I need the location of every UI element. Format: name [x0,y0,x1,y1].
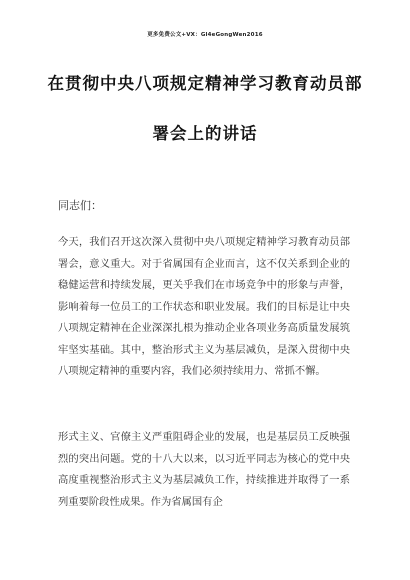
body-paragraph-2: 形式主义、官僚主义严重阻碍企业的发展，也是基层员工反映强烈的突出问题。党的十八大以来，以习近平同志为核心的党中央高度重视整治形式主义为基层减负工作，持续推进并取得了一系列重要阶段性成果。作为省属国有企 [58,431,350,508]
document-title-line-2: 署会上的讲话 [152,124,258,143]
body-paragraph-1: 今天，我们召开这次深入贯彻中央八项规定精神学习教育动员部署会，意义重大。对于省属国有企业而言，这不仅关系到企业的稳健运营和持续发展，更关乎我们在市场竞争中的形象与声誉，影响着每一位员工的工作状态和职业发展。我们的目标是让中央八项规定精神在企业深深扎根为推动企业各项业务高质量发展筑牢坚实基础。其中，整治形式主义为基层减负，是深入贯彻中央八项规定精神的重要内容，我们必须持续用力、常抓不懈。 [58,236,350,377]
document-title-line-1: 在贯彻中央八项规定精神学习教育动员部 [47,74,363,93]
header-note: 更多免费公文+VX：Gl4eGongWen2016 [147,32,263,38]
salutation: 同志们： [58,199,102,212]
